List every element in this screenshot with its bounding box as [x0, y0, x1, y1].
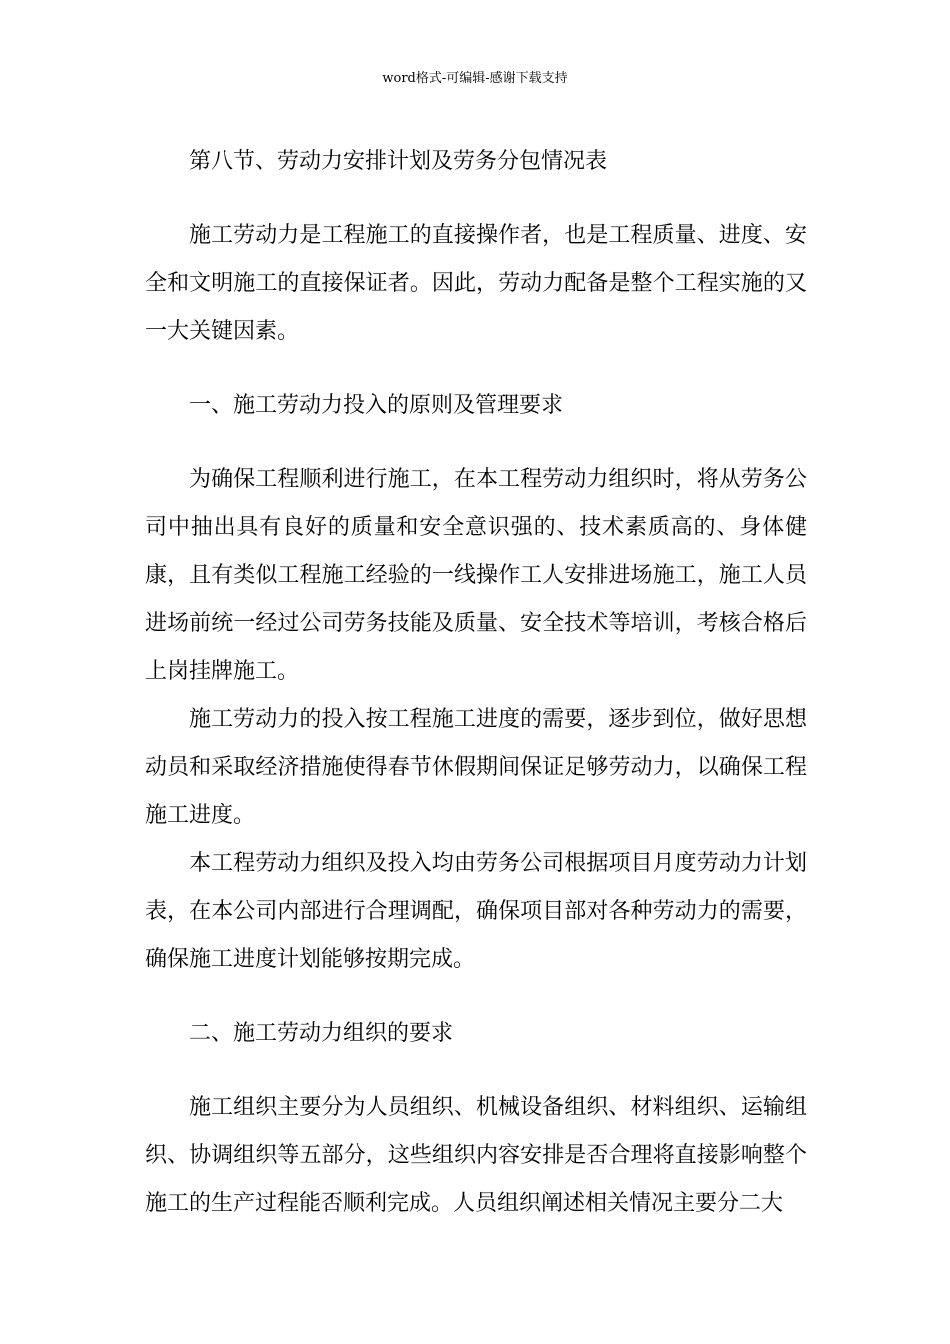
- heading-principles: 一、施工劳动力投入的原则及管理要求: [189, 393, 564, 418]
- intro-paragraph: 施工劳动力是工程施工的直接操作者，也是工程质量、进度、安全和文明施工的直接保证者。因此，劳动力配备是整个工程实施的又一大关键因素。: [145, 223, 807, 344]
- document-body: [145, 138, 807, 1228]
- paragraph: 为确保工程顺利进行施工，在本工程劳动力组织时，将从劳务公司中抽出具有良好的质量和安全意识强的、技术素质高的、身体健康，且有类似工程施工经验的一线操作工人安排进场施工，施工人员进场前统一经过公司劳务技能及质量、安全技术等培训，考核合格后上岗挂牌施工。: [145, 467, 807, 684]
- paragraph: 施工劳动力的投入按工程施工进度的需要，逐步到位，做好思想动员和采取经济措施使得春节休假期间保证足够劳动力，以确保工程施工进度。: [145, 707, 807, 828]
- heading-organization: 二、施工劳动力组织的要求: [189, 1021, 454, 1046]
- paragraph: 本工程劳动力组织及投入均由劳务公司根据项目月度劳动力计划表，在本公司内部进行合理调配，确保项目部对各种劳动力的需要，确保施工进度计划能够按期完成。: [145, 851, 807, 972]
- section-title: 第八节、劳动力安排计划及劳务分包情况表: [189, 149, 608, 174]
- page-header: word格式-可编辑-感谢下载支持: [382, 71, 568, 86]
- paragraph: 施工组织主要分为人员组织、机械设备组织、材料组织、运输组织、协调组织等五部分，这些组织内容安排是否合理将直接影响整个施工的生产过程能否顺利完成。人员组织阐述相关情况主要分二大: [145, 1095, 807, 1216]
